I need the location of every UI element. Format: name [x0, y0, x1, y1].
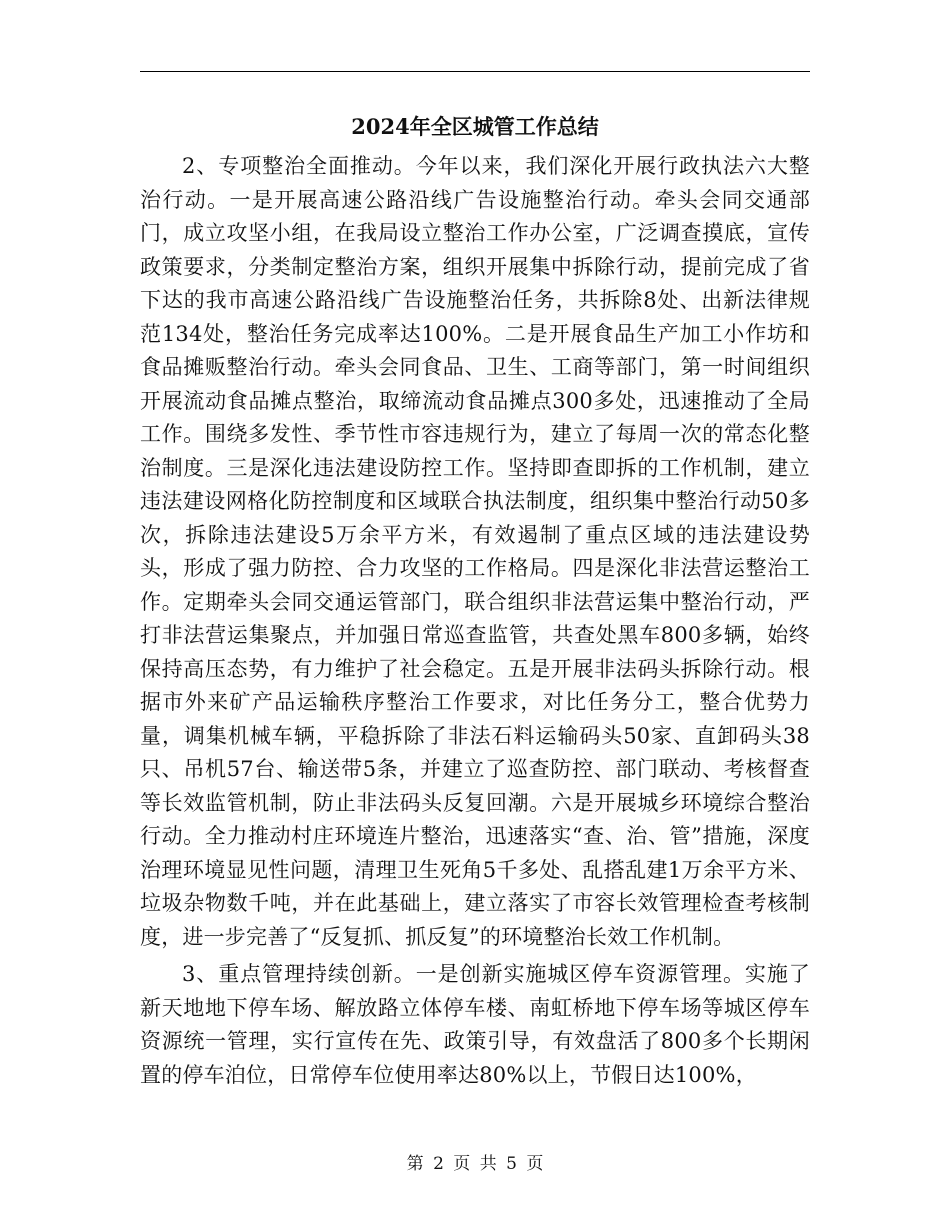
page-number: 第 2 页 共 5 页: [406, 1154, 544, 1174]
document-title: 2024年全区城管工作总结: [351, 114, 599, 139]
paragraph-key-management: 3、重点管理持续创新。一是创新实施城区停车资源管理。实施了新天地地下停车场、解放路立体停车楼、南虹桥地下停车场等城区停车资源统一管理，实行宣传在先、政策引导，有效盘活了800多个长期闲置的停车泊位，日常停车位使用率达80%以上，节假日达100%，: [140, 962, 810, 1087]
header-rule: [140, 71, 810, 72]
paragraph-special-rectification: 2、专项整治全面推动。今年以来，我们深化开展行政执法六大整治行动。一是开展高速公路沿线广告设施整治行动。牵头会同交通部门，成立攻坚小组，在我局设立整治工作办公室，广泛调查摸底，宣传政策要求，分类制定整治方案，组织开展集中拆除行动，提前完成了省下达的我市高速公路沿线广告设施整治任务，共拆除8处、出新法律规范134处，整治任务完成率达100%。二是开展食品生产加工小作坊和食品摊贩整治行动。牵头会同食品、卫生、工商等部门，第一时间组织开展流动食品摊点整治，取缔流动食品摊点300多处，迅速推动了全局工作。围绕多发性、季节性市容违规行为，建立了每周一次的常态化整治制度。三是深化违法建设防控工作。坚持即查即拆的工作机制，建立违法建设网格化防控制度和区域联合执法制度，组织集中整治行动50多次，拆除违法建设5万余平方米，有效遏制了重点区域的违法建设势头，形成了强力防控、合力攻坚的工作格局。四是深化非法营运整治工作。定期牵头会同交通运管部门，联合组织非法营运集中整治行动，严打非法营运集聚点，并加强日常巡查监管，共查处黑车800多辆，始终保持高压态势，有力维护了社会稳定。五是开展非法码头拆除行动。根据市外来矿产品运输秩序整治工作要求，对比任务分工，整合优势力量，调集机械车辆，平稳拆除了非法石料运输码头50家、直卸码头38只、吊机57台、输送带5条，并建立了巡查防控、部门联动、考核督查等长效监管机制，防止非法码头反复回潮。六是开展城乡环境综合整治行动。全力推动村庄环境连片整治，迅速落实“查、治、管”措施，深度治理环境显见性问题，清理卫生死角5千多处、乱搭乱建1万余平方米、垃圾杂物数千吨，并在此基础上，建立落实了市容长效管理检查考核制度，进一步完善了“反复抓、抓反复”的环境整治长效工作机制。: [140, 154, 810, 949]
document-body: [140, 150, 810, 1096]
